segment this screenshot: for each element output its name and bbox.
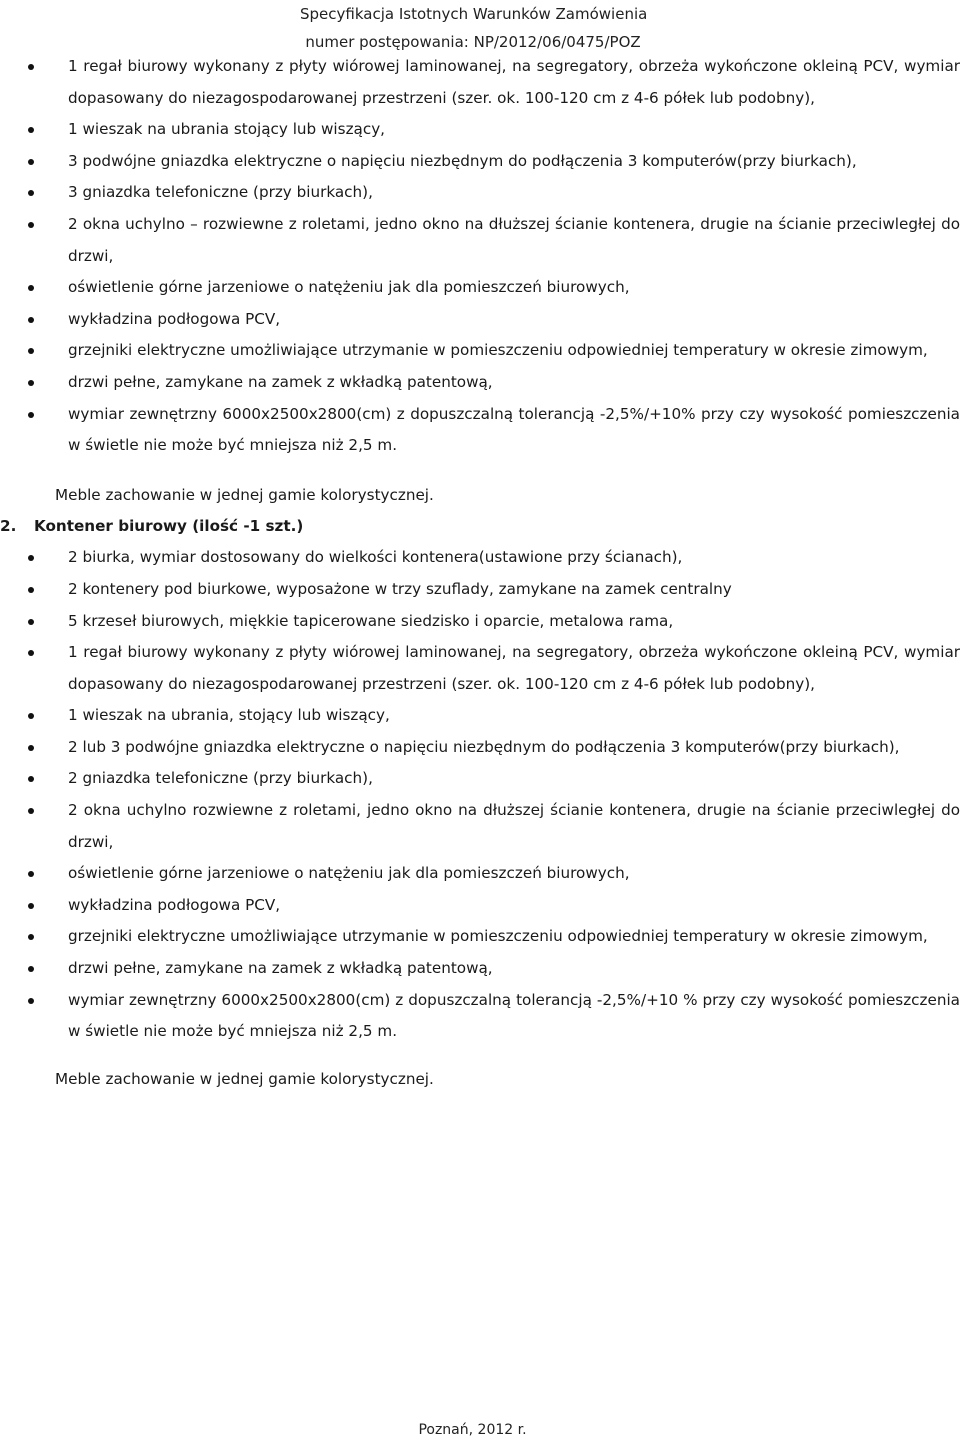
list-item: 5 krzeseł biurowych, miękkie tapicerowane siedzisko i oparcie, metalowa rama, (0, 606, 960, 638)
list-item: 2 okna uchylno rozwiewne z roletami, jedno okno na dłuższej ścianie kontenera, drugie na ścianie przeciwległej do drzwi, (0, 795, 960, 858)
list-item: 2 kontenery pod biurkowe, wyposażone w trzy szuflady, zamykane na zamek centralny (0, 574, 960, 606)
list-item: drzwi pełne, zamykane na zamek z wkładką patentową, (0, 367, 960, 399)
list-item: 2 gniazdka telefoniczne (przy biurkach), (0, 763, 960, 795)
list-item: grzejniki elektryczne umożliwiające utrzymanie w pomieszczeniu odpowiedniej temperatury w okresie zimowym, (0, 921, 960, 953)
list-item: 2 biurka, wymiar dostosowany do wielkości kontenera(ustawione przy ścianach), (0, 542, 960, 574)
bullet-icon (28, 127, 34, 133)
list-item: 1 regał biurowy wykonany z płyty wiórowej laminowanej, na segregatory, obrzeża wykończone okleiną PCV, wymiar dopasowany do niezagospodarowanej przestrzeni (szer. ok. 100-120 cm z 4-6 półek lub podobny), (0, 51, 960, 114)
bullet-icon (28, 745, 34, 751)
case-number: numer postępowania: NP/2012/06/0475/POZ (305, 33, 641, 51)
list-item: oświetlenie górne jarzeniowe o natężeniu jak dla pomieszczeń biurowych, (0, 858, 960, 890)
list-item: 3 gniazdka telefoniczne (przy biurkach), (0, 177, 960, 209)
bullet-icon (28, 903, 34, 909)
list-item: 2 okna uchylno – rozwiewne z roletami, jedno okno na dłuższej ścianie kontenera, drugie na ścianie przeciwległej do drzwi, (0, 209, 960, 272)
bullet-icon (28, 380, 34, 386)
bullet-icon (28, 317, 34, 323)
list-item: wykładzina podłogowa PCV, (0, 304, 960, 336)
list-item: wykładzina podłogowa PCV, (0, 890, 960, 922)
bullet-icon (28, 64, 34, 70)
bullet-icon (28, 934, 34, 940)
equipment-list-section-1 (0, 51, 960, 462)
bullet-icon (28, 222, 34, 228)
equipment-list-section-2 (0, 542, 960, 1048)
bullet-icon (28, 555, 34, 561)
bullet-icon (28, 348, 34, 354)
document-title: Specyfikacja Istotnych Warunków Zamówienia (300, 5, 648, 23)
list-item: 3 podwójne gniazdka elektryczne o napięciu niezbędnym do podłączenia 3 komputerów(przy biurkach), (0, 146, 960, 178)
section-title: Kontener biurowy (ilość -1 szt.) (34, 517, 304, 536)
bullet-icon (28, 159, 34, 165)
bullet-icon (28, 776, 34, 782)
bullet-icon (28, 998, 34, 1004)
list-item: wymiar zewnętrzny 6000x2500x2800(cm) z dopuszczalną tolerancją -2,5%/+10% przy czy wysokość pomieszczenia w świetle nie może być mniejsza niż 2,5 m. (0, 399, 960, 462)
furniture-color-note: Meble zachowanie w jednej gamie kolorystycznej. (55, 1069, 434, 1088)
list-item: wymiar zewnętrzny 6000x2500x2800(cm) z dopuszczalną tolerancją -2,5%/+10 % przy czy wysokość pomieszczenia w świetle nie może być mniejsza niż 2,5 m. (0, 985, 960, 1048)
section-number: 2. (0, 517, 17, 536)
bullet-icon (28, 619, 34, 625)
list-item: drzwi pełne, zamykane na zamek z wkładką patentową, (0, 953, 960, 985)
list-item: 1 regał biurowy wykonany z płyty wiórowej laminowanej, na segregatory, obrzeża wykończone okleiną PCV, wymiar dopasowany do niezagospodarowanej przestrzeni (szer. ok. 100-120 cm z 4-6 półek lub podobny), (0, 637, 960, 700)
bullet-icon (28, 871, 34, 877)
list-item: 2 lub 3 podwójne gniazdka elektryczne o napięciu niezbędnym do podłączenia 3 komputerów(przy biurkach), (0, 732, 960, 764)
bullet-icon (28, 713, 34, 719)
bullet-icon (28, 966, 34, 972)
bullet-icon (28, 808, 34, 814)
bullet-icon (28, 587, 34, 593)
bullet-icon (28, 285, 34, 291)
bullet-icon (28, 412, 34, 418)
furniture-color-note: Meble zachowanie w jednej gamie kolorystycznej. (55, 485, 434, 504)
list-item: grzejniki elektryczne umożliwiające utrzymanie w pomieszczeniu odpowiedniej temperatury w okresie zimowym, (0, 335, 960, 367)
page-header (300, 0, 646, 56)
bullet-icon (28, 190, 34, 196)
bullet-icon (28, 650, 34, 656)
list-item: 1 wieszak na ubrania stojący lub wiszący, (0, 114, 960, 146)
section-heading (0, 511, 960, 542)
list-item: oświetlenie górne jarzeniowe o natężeniu jak dla pomieszczeń biurowych, (0, 272, 960, 304)
page-footer: Poznań, 2012 r. (418, 1422, 527, 1438)
document-body (0, 51, 960, 1095)
list-item: 1 wieszak na ubrania, stojący lub wiszący, (0, 700, 960, 732)
